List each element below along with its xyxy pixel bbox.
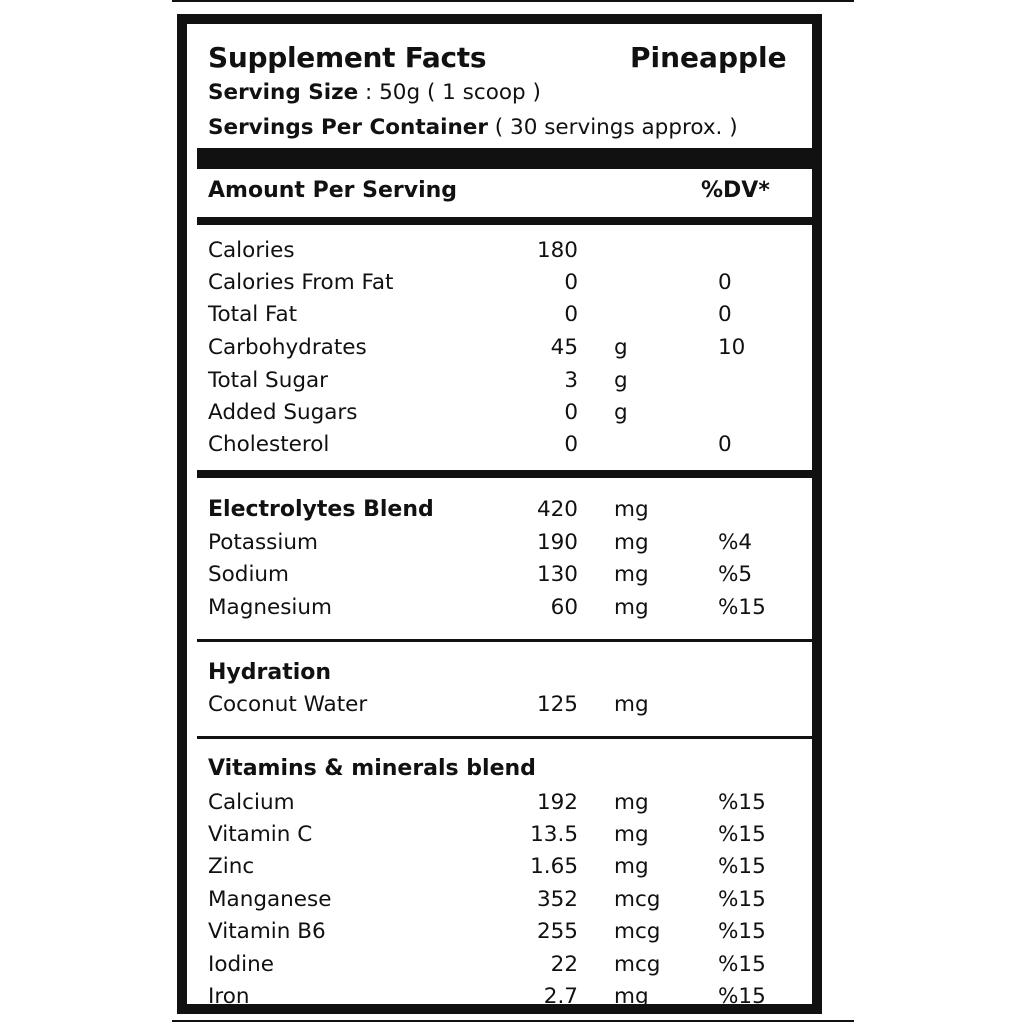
flavor-name: Pineapple	[630, 41, 787, 74]
nutrient-name: Magnesium	[208, 595, 332, 620]
nutrient-value: 3	[564, 368, 578, 393]
nutrient-dv: 10	[718, 335, 746, 360]
electrolytes-title: Electrolytes Blend	[208, 497, 434, 522]
nutrient-value: 0	[564, 302, 578, 327]
nutrient-name: Calories From Fat	[208, 270, 394, 295]
nutrient-value: 255	[536, 919, 578, 944]
amount-per-serving-heading: Amount Per Serving	[208, 178, 458, 203]
serving-size	[208, 80, 541, 105]
nutrient-dv: %15	[718, 984, 766, 1009]
nutrient-row	[187, 854, 812, 886]
nutrient-row	[187, 919, 812, 951]
nutrient-row	[187, 952, 812, 984]
nutrient-dv: 0	[718, 270, 732, 295]
nutrient-name: Manganese	[208, 887, 332, 912]
nutrient-value: 1.65	[530, 854, 578, 879]
supplement-facts-panel	[177, 14, 822, 1014]
nutrient-row	[187, 822, 812, 854]
nutrient-value: 13.5	[530, 822, 578, 847]
nutrient-unit: mg	[614, 692, 649, 717]
nutrient-name: Iron	[208, 984, 250, 1009]
servings-per-label: Servings Per Container	[208, 115, 488, 140]
top-edge-line	[172, 0, 854, 2]
nutrient-unit: mg	[614, 854, 649, 879]
nutrient-row	[187, 400, 812, 432]
serving-size-label: Serving Size	[208, 80, 359, 105]
nutrient-row	[187, 530, 812, 562]
nutrient-unit: mg	[614, 595, 649, 620]
nutrient-unit: mg	[614, 530, 649, 555]
nutrient-name: Added Sugars	[208, 400, 358, 425]
nutrient-name: Total Fat	[208, 302, 298, 327]
nutrient-unit: g	[614, 400, 628, 425]
nutrient-name: Cholesterol	[208, 432, 330, 457]
nutrient-row	[187, 432, 812, 464]
nutrient-unit: mcg	[614, 919, 661, 944]
nutrient-unit: g	[614, 368, 628, 393]
nutrient-name: Zinc	[208, 854, 255, 879]
nutrient-row	[187, 595, 812, 627]
vitamins-title: Vitamins & minerals blend	[208, 756, 536, 781]
nutrient-unit: mcg	[614, 887, 661, 912]
nutrient-value: 180	[536, 238, 578, 263]
electrolytes-value: 420	[536, 497, 578, 522]
nutrient-value: 190	[536, 530, 578, 555]
nutrient-unit: mg	[614, 984, 649, 1009]
nutrient-value: 22	[550, 952, 578, 977]
nutrient-unit: mcg	[614, 952, 661, 977]
heading-divider	[197, 217, 812, 225]
nutrient-value: 125	[536, 692, 578, 717]
nutrient-row	[187, 887, 812, 919]
electrolytes-unit: mg	[614, 497, 649, 522]
nutrient-dv: %5	[718, 562, 753, 587]
nutrient-name: Calories	[208, 238, 295, 263]
daily-value-heading: %DV*	[701, 178, 770, 203]
nutrient-row	[187, 238, 812, 270]
nutrient-value: 0	[564, 270, 578, 295]
nutrient-dv: %15	[718, 822, 766, 847]
nutrient-name: Carbohydrates	[208, 335, 367, 360]
section-divider	[197, 470, 812, 478]
nutrient-dv: %15	[718, 854, 766, 879]
thick-divider	[197, 148, 812, 169]
nutrient-dv: %15	[718, 919, 766, 944]
nutrient-row	[187, 270, 812, 302]
nutrient-dv: 0	[718, 302, 732, 327]
nutrient-value: 2.7	[543, 984, 578, 1009]
nutrient-name: Vitamin B6	[208, 919, 326, 944]
nutrient-value: 192	[536, 790, 578, 815]
section-divider	[197, 736, 812, 739]
nutrient-dv: %15	[718, 887, 766, 912]
servings-per-value: ( 30 servings approx. )	[487, 115, 738, 140]
nutrient-name: Coconut Water	[208, 692, 368, 717]
nutrient-unit: mg	[614, 790, 649, 815]
nutrient-dv: %15	[718, 595, 766, 620]
nutrient-name: Sodium	[208, 562, 289, 587]
nutrient-row	[187, 368, 812, 400]
nutrient-dv: %4	[718, 530, 753, 555]
section-divider	[197, 639, 812, 642]
nutrient-row	[187, 335, 812, 367]
nutrient-row	[187, 984, 812, 1016]
servings-per-container	[208, 115, 738, 140]
nutrient-name: Potassium	[208, 530, 318, 555]
nutrient-value: 130	[536, 562, 578, 587]
nutrient-row	[187, 790, 812, 822]
label-title: Supplement Facts	[208, 41, 487, 74]
nutrient-name: Iodine	[208, 952, 274, 977]
serving-size-value: : 50g ( 1 scoop )	[358, 80, 541, 105]
bottom-edge-line	[172, 1020, 854, 1022]
nutrient-row	[187, 302, 812, 334]
nutrient-value: 45	[550, 335, 578, 360]
nutrient-row	[187, 562, 812, 594]
nutrient-name: Calcium	[208, 790, 295, 815]
nutrient-row	[187, 692, 812, 724]
nutrient-name: Total Sugar	[208, 368, 328, 393]
nutrient-unit: mg	[614, 562, 649, 587]
nutrient-name: Vitamin C	[208, 822, 313, 847]
nutrient-dv: %15	[718, 952, 766, 977]
nutrient-value: 352	[536, 887, 578, 912]
nutrient-dv: 0	[718, 432, 732, 457]
nutrient-value: 0	[564, 432, 578, 457]
nutrient-value: 0	[564, 400, 578, 425]
nutrient-unit: mg	[614, 822, 649, 847]
nutrient-dv: %15	[718, 790, 766, 815]
nutrient-unit: g	[614, 335, 628, 360]
electrolytes-header-row	[187, 497, 812, 529]
nutrient-value: 60	[550, 595, 578, 620]
hydration-title: Hydration	[208, 660, 332, 685]
